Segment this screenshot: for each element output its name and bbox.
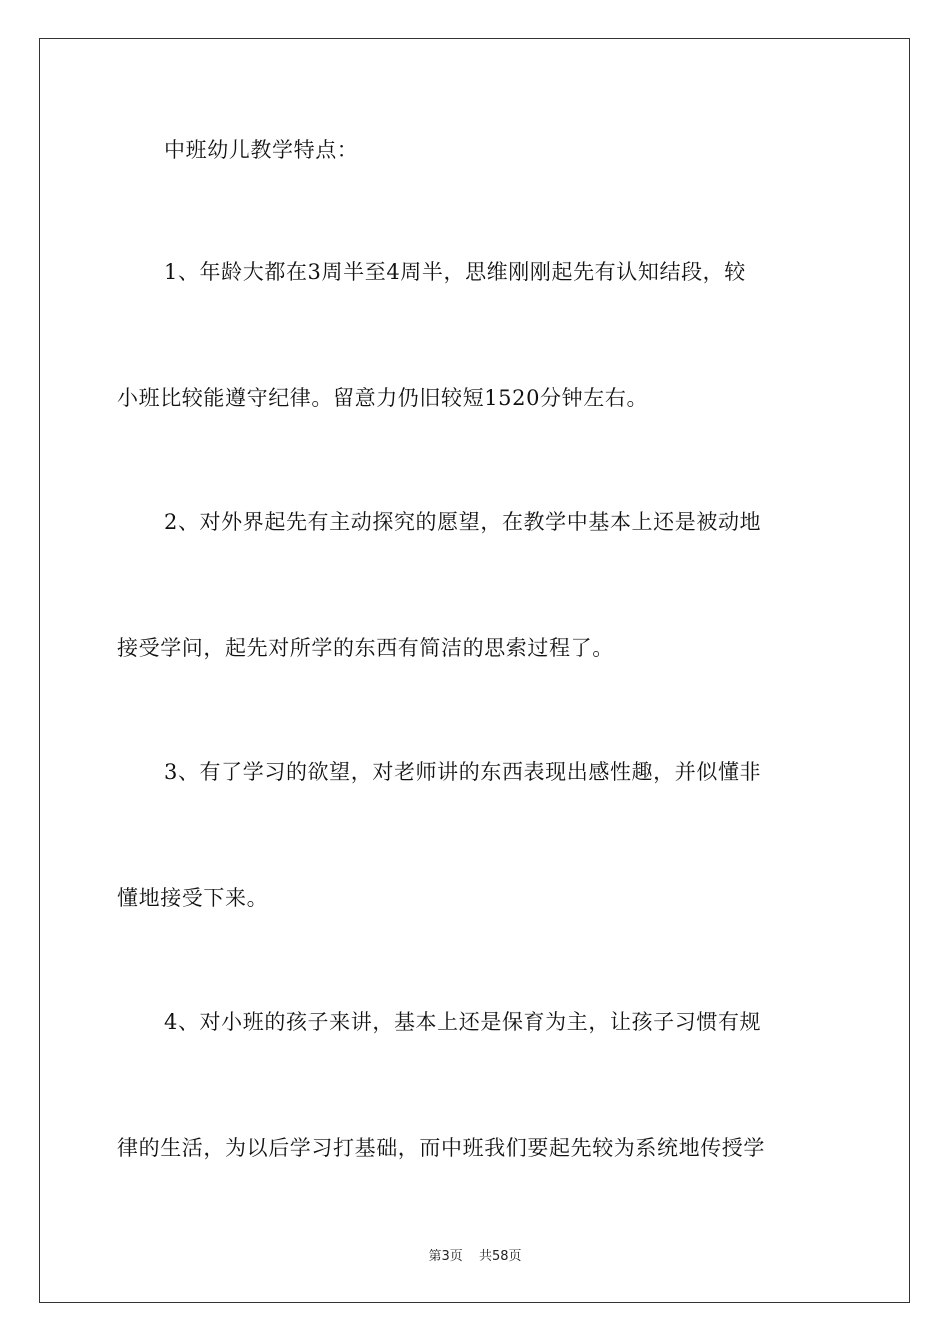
page-footer bbox=[0, 1245, 950, 1264]
page-number: 第3页 bbox=[428, 1249, 463, 1264]
paragraph-3-line-1: 3、有了学习的欲望，对老师讲的东西表现出感性趣，并似懂非 bbox=[164, 760, 762, 784]
paragraph-1-line-1: 1、年龄大都在3周半至4周半，思维刚刚起先有认知结段，较 bbox=[164, 260, 746, 284]
total-pages: 共58页 bbox=[478, 1249, 522, 1264]
paragraph-3-line-2: 懂地接受下来。 bbox=[117, 886, 269, 910]
paragraph-4-line-1: 4、对小班的孩子来讲，基本上还是保育为主，让孩子习惯有规 bbox=[164, 1010, 762, 1034]
page-border bbox=[39, 38, 910, 1303]
paragraph-2-line-1: 2、对外界起先有主动探究的愿望，在教学中基本上还是被动地 bbox=[164, 510, 762, 534]
paragraph-2-line-2: 接受学问，起先对所学的东西有简洁的思索过程了。 bbox=[117, 636, 614, 660]
paragraph-4-line-2: 律的生活，为以后学习打基础，而中班我们要起先较为系统地传授学 bbox=[117, 1136, 765, 1160]
heading-line: 中班幼儿教学特点： bbox=[164, 138, 359, 162]
paragraph-1-line-2: 小班比较能遵守纪律。留意力仍旧较短1520分钟左右。 bbox=[117, 386, 649, 410]
